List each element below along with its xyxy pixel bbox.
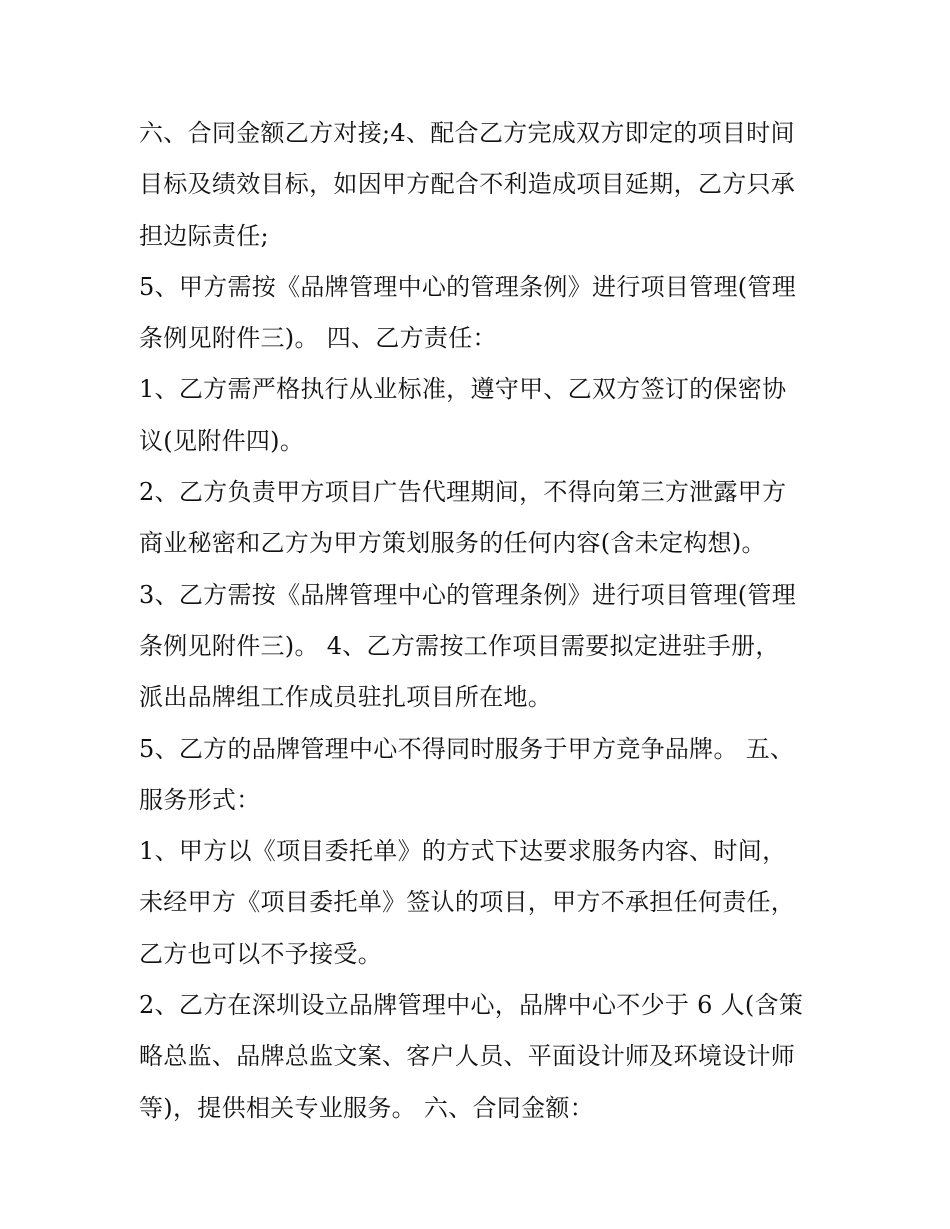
- text-line: 六、合同金额乙方对接;4、配合乙方完成双方即定的项目时间: [139, 119, 795, 147]
- text-line: 未经甲方《项目委托单》签认的项目，甲方不承担任何责任，: [139, 888, 796, 917]
- text-line: 1、甲方以《项目委托单》的方式下达要求服务内容、时间，: [139, 837, 787, 866]
- text-line: 派出品牌组工作成员驻扎项目所在地。: [139, 683, 553, 712]
- text-line: 目标及绩效目标，如因甲方配合不利造成项目延期，乙方只承: [139, 170, 796, 199]
- text-line: 2、乙方在深圳设立品牌管理中心，品牌中心不少于 6 人(含策: [139, 991, 804, 1020]
- text-line: 条例见附件三)。 4、乙方需按工作项目需要拟定进驻手册，: [139, 631, 780, 660]
- text-line: 1、乙方需严格执行从业标准，遵守甲、乙双方签订的保密协: [139, 375, 787, 404]
- text-line: 议(见附件四)。: [139, 426, 305, 455]
- text-line: 乙方也可以不予接受。: [139, 939, 382, 968]
- text-line: 商业秘密和乙方为甲方策划服务的任何内容(含未定构想)。: [139, 529, 766, 558]
- text-line: 等)，提供相关专业服务。 六、合同金额：: [139, 1093, 594, 1122]
- document-body: [139, 108, 819, 1134]
- text-line: 服务形式：: [139, 785, 261, 814]
- text-line: 担边际责任;: [139, 221, 269, 250]
- text-line: 条例见附件三)。 四、乙方责任：: [139, 324, 497, 353]
- text-line: 2、乙方负责甲方项目广告代理期间，不得向第三方泄露甲方: [139, 478, 787, 507]
- text-line: 5、乙方的品牌管理中心不得同时服务于甲方竞争品牌。 五、: [139, 734, 795, 763]
- text-line: 5、甲方需按《品牌管理中心的管理条例》进行项目管理(管理: [139, 272, 797, 301]
- text-line: 略总监、品牌总监文案、客户人员、平面设计师及环境设计师: [139, 1042, 796, 1071]
- text-line: 3、乙方需按《品牌管理中心的管理条例》进行项目管理(管理: [139, 580, 797, 609]
